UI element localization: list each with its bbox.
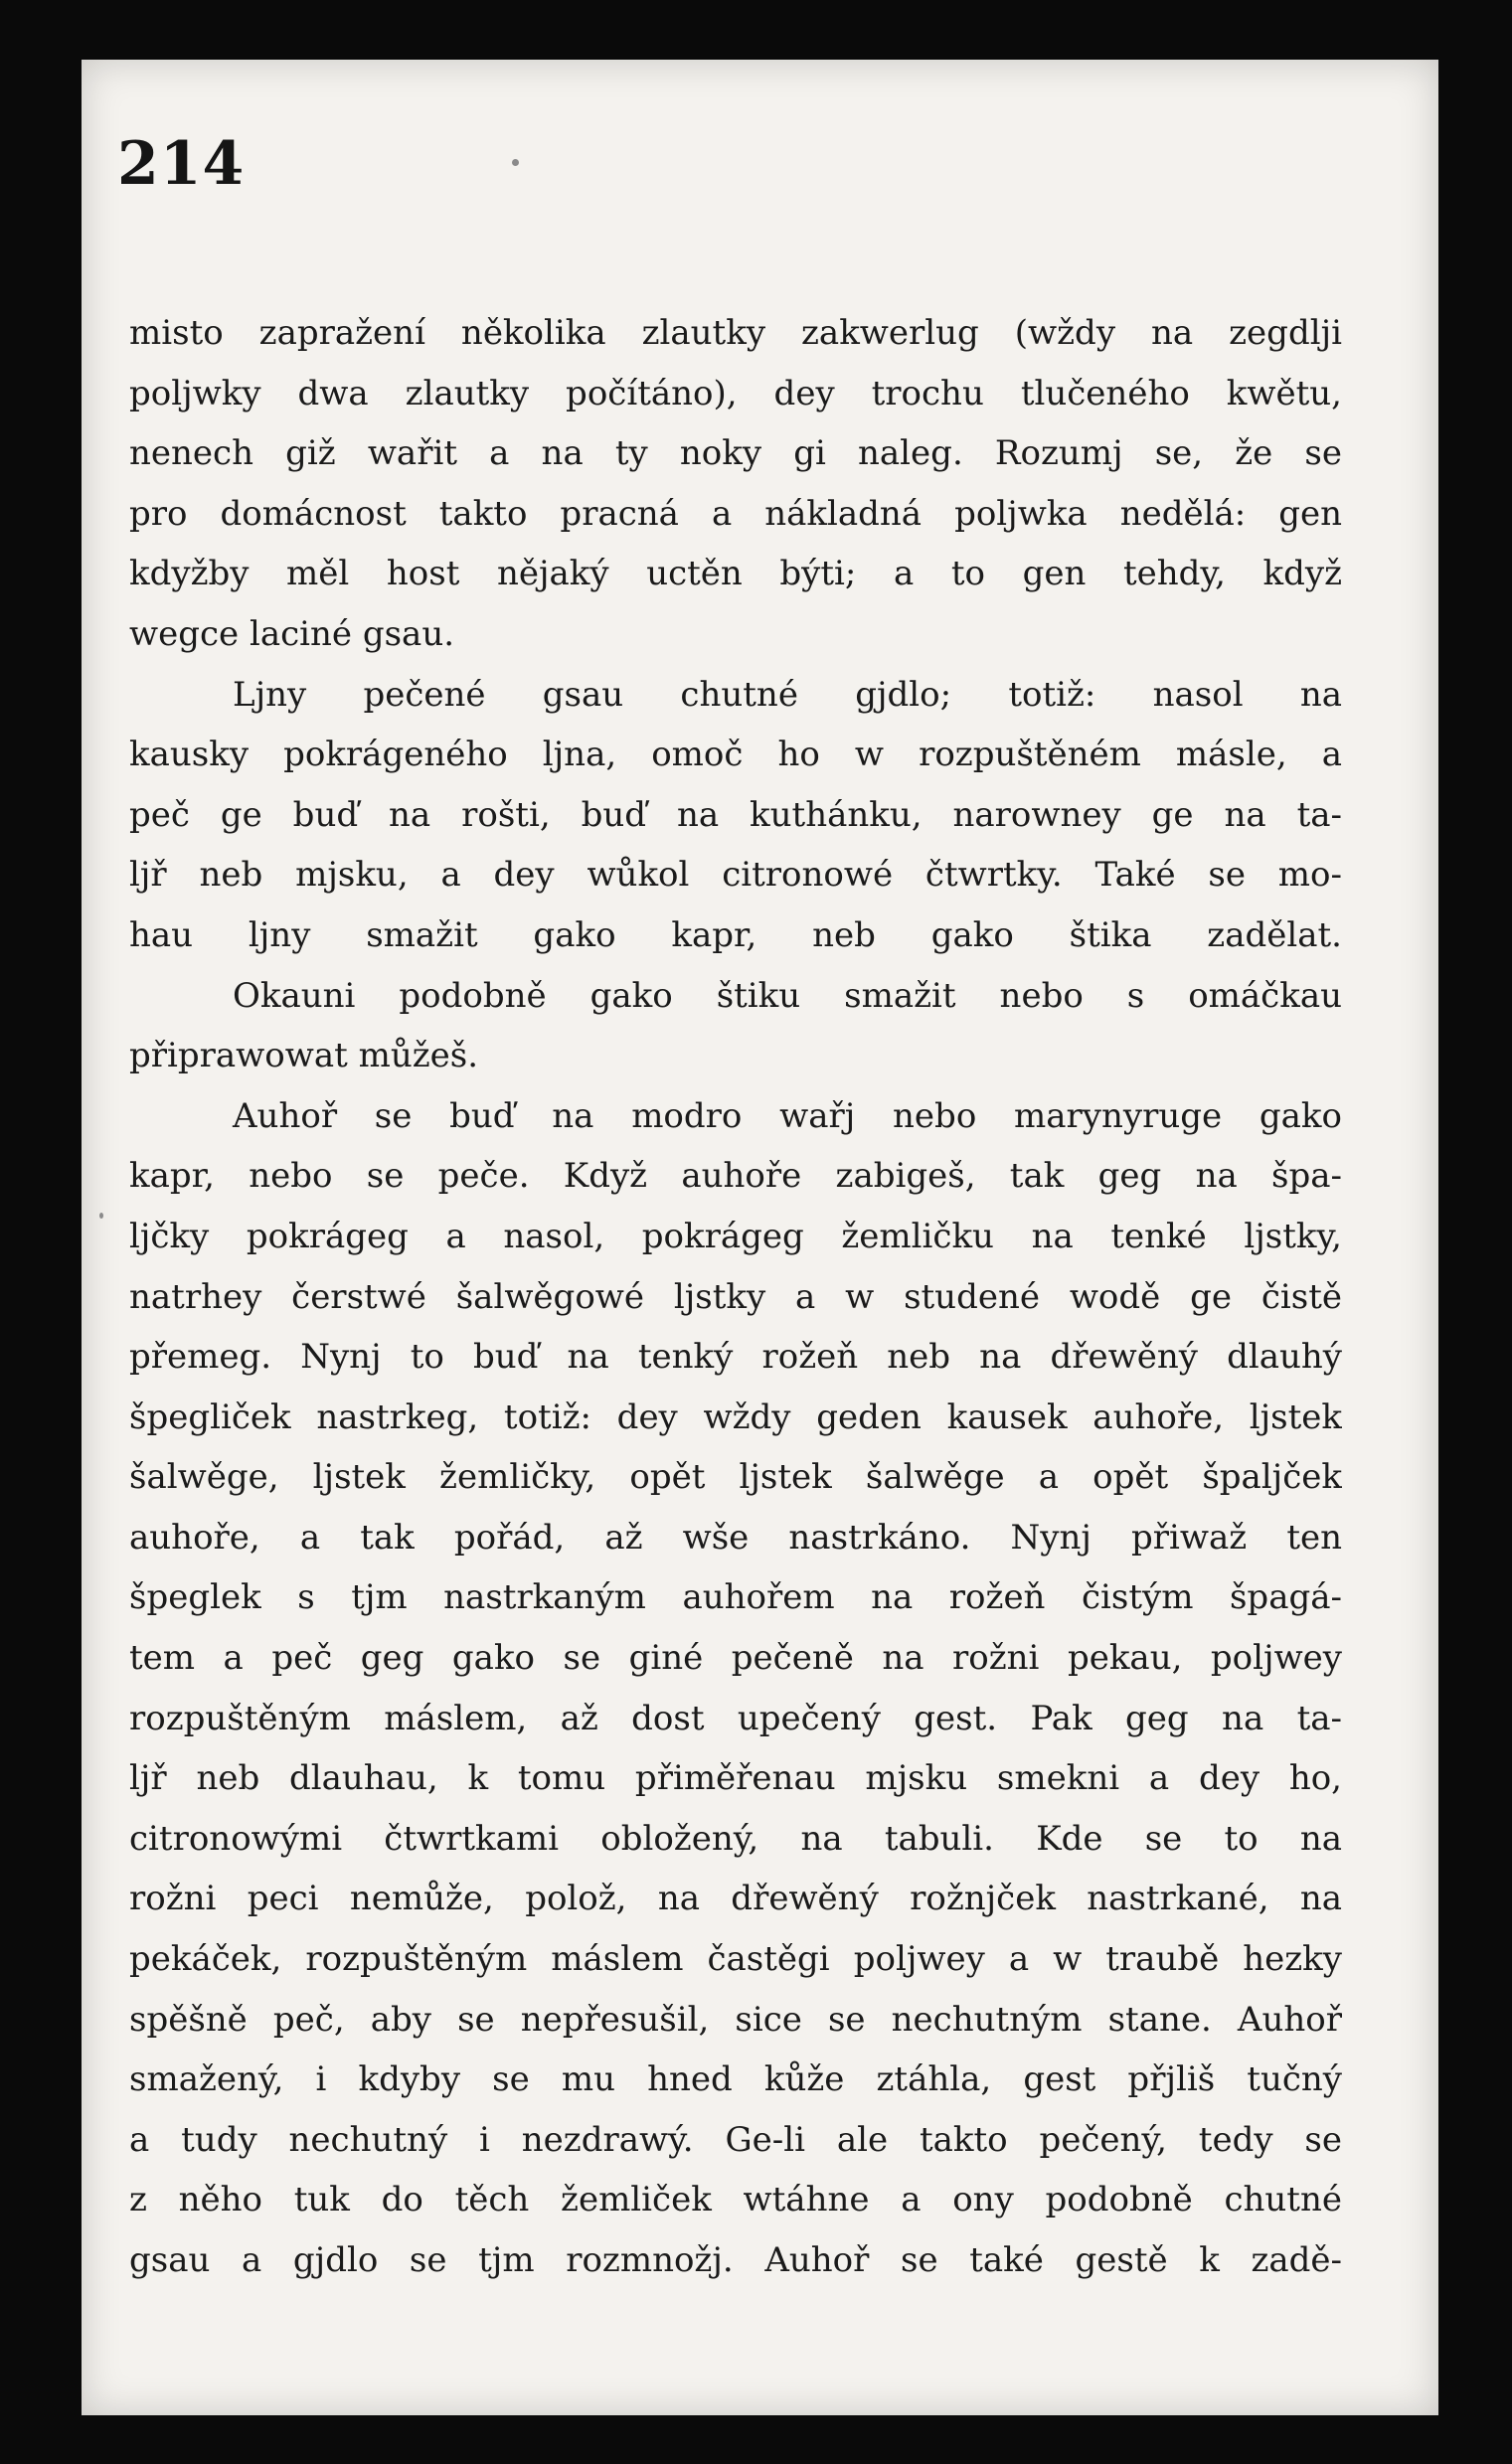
text-line: rožni peci nemůže, polož, na dřewěný rožnjček nastrkané, na (129, 1879, 1342, 1919)
text-line: připrawowat můžeš. (129, 1036, 479, 1076)
text-line: peč ge buď na rošti, buď na kuthánku, narowney ge na ta- (129, 794, 1342, 835)
text-line: gsau a gjdlo se tjm rozmnožj. Auhoř se také gestě k zadě- (129, 2240, 1342, 2280)
text-line: rozpuštěným máslem, až dost upečený gest. Pak geg na ta- (129, 1698, 1342, 1738)
text-line: Ljny pečené gsau chutné gjdlo; totiž: nasol na (233, 674, 1342, 715)
text-line: Okauni podobně gako štiku smažit nebo s omáčkau (233, 975, 1342, 1016)
text-line: wegce laciné gsau. (129, 613, 455, 654)
text-line: tem a peč geg gako se giné pečeně na rožni pekau, poljwey (129, 1638, 1342, 1679)
text-line: kdyžby měl host nějaký uctěn býti; a to gen tehdy, když (129, 554, 1342, 594)
text-line: poljwky dwa zlautky počítáno), dey trochu tlučeného kwětu, (129, 373, 1342, 413)
text-line: pekáček, rozpuštěným máslem častěgi poljwey a w traubě hezky (129, 1939, 1342, 1980)
ink-speck (99, 1213, 103, 1219)
text-line: nenech giž wařit a na ty noky gi naleg. Rozumj se, že se (129, 433, 1342, 474)
text-line: ljř neb dlauhau, k tomu přiměřenau mjsku smekni a dey ho, (129, 1758, 1342, 1799)
text-line: z něho tuk do těch žemliček wtáhne a ony podobně chutné (129, 2180, 1342, 2220)
text-line: auhoře, a tak pořád, až wše nastrkáno. Nynj přiwaž ten (129, 1517, 1342, 1558)
text-line: špegliček nastrkeg, totiž: dey wždy geden kausek auhoře, ljstek (129, 1396, 1342, 1437)
text-line: ljčky pokrágeg a nasol, pokrágeg žemličku na tenké ljstky, (129, 1216, 1342, 1256)
text-line: smažený, i kdyby se mu hned kůže ztáhla, gest přjliš tučný (129, 2059, 1342, 2100)
text-line: a tudy nechutný i nezdrawý. Ge-li ale takto pečený, tedy se (129, 2119, 1342, 2160)
text-line: přemeg. Nynj to buď na tenký rožeň neb na dřewěný dlauhý (129, 1337, 1342, 1378)
text-line: natrhey čerstwé šalwěgowé ljstky a w studené wodě ge čistě (129, 1276, 1342, 1317)
text-line: kausky pokrágeného ljna, omoč ho w rozpuštěném másle, a (129, 735, 1342, 775)
text-line: pro domácnost takto pracná a nákladná poljwka nedělá: gen (129, 493, 1342, 534)
text-line: špeglek s tjm nastrkaným auhořem na rožeň čistým špagá- (129, 1577, 1342, 1618)
page-number: 214 (117, 129, 246, 199)
ink-speck (512, 159, 519, 166)
text-line: misto zapražení několika zlautky zakwerlug (wždy na zegdlji (129, 313, 1342, 353)
body-text (129, 303, 1342, 2291)
text-line: šalwěge, ljstek žemličky, opět ljstek šalwěge a opět špaljček (129, 1457, 1342, 1498)
text-line: Auhoř se buď na modro wařj nebo marynyruge gako (233, 1095, 1342, 1136)
text-line: hau ljny smažit gako kapr, neb gako štika zadělat. (129, 914, 1342, 955)
text-line: spěšně peč, aby se nepřesušil, sice se nechutným stane. Auhoř (129, 1999, 1342, 2040)
text-line: citronowými čtwrtkami obložený, na tabuli. Kde se to na (129, 1818, 1342, 1859)
text-line: ljř neb mjsku, a dey wůkol citronowé čtwrtky. Také se mo- (129, 855, 1342, 896)
text-line: kapr, nebo se peče. Když auhoře zabigeš, tak geg na špa- (129, 1156, 1342, 1197)
